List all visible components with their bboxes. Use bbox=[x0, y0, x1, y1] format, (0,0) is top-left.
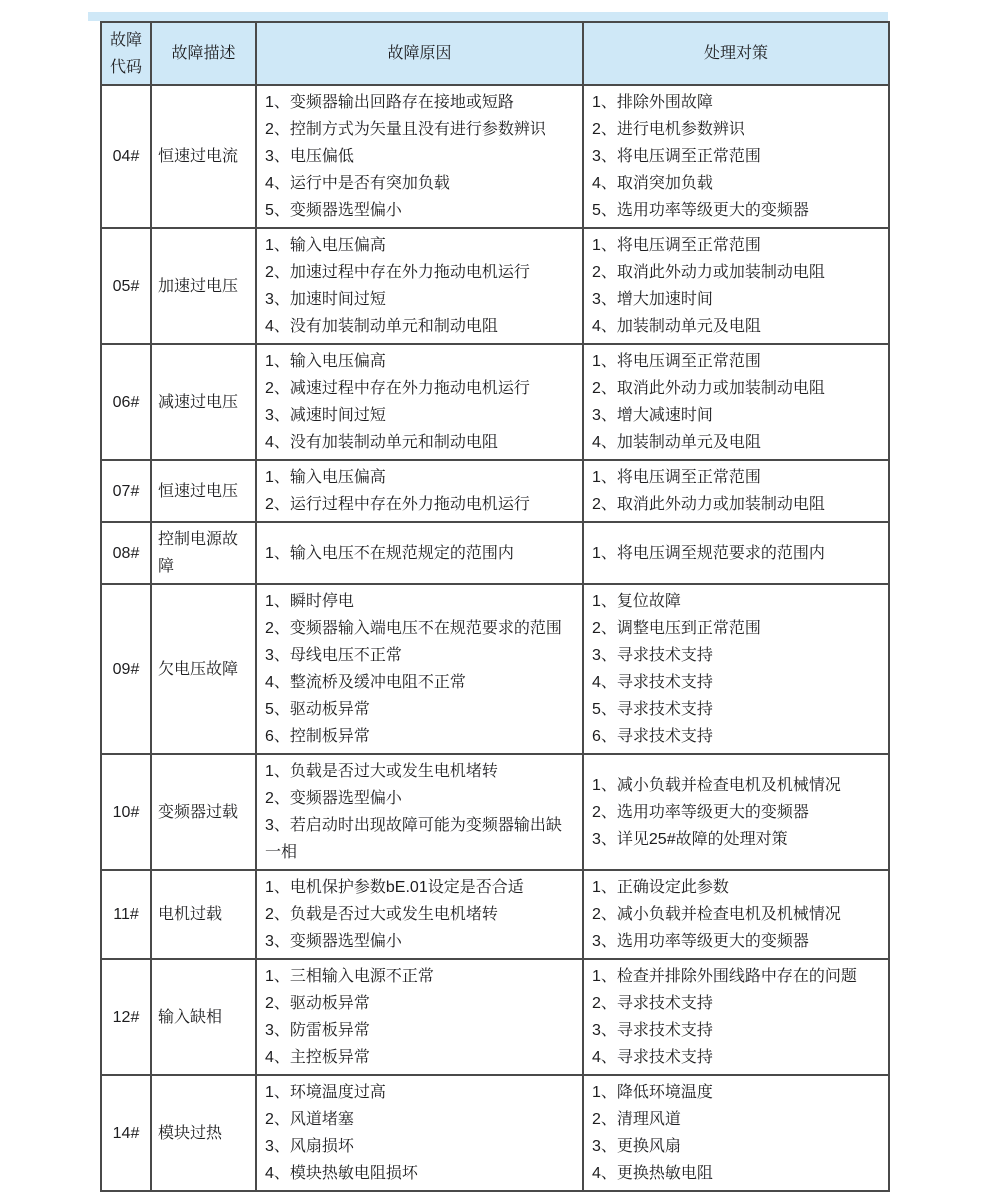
fault-cause-cell bbox=[256, 460, 583, 522]
cause-item: 5、驱动板异常 bbox=[265, 701, 370, 718]
fault-description-cell: 变频器过载 bbox=[151, 754, 256, 870]
cause-item: 6、控制板异常 bbox=[265, 728, 370, 745]
fault-row-10 bbox=[101, 754, 889, 870]
action-item: 3、寻求技术支持 bbox=[592, 1022, 713, 1039]
action-item: 4、寻求技术支持 bbox=[592, 674, 713, 691]
countermeasure-cell bbox=[583, 584, 889, 754]
action-item: 4、寻求技术支持 bbox=[592, 1049, 713, 1066]
cause-item: 1、变频器输出回路存在接地或短路 bbox=[265, 94, 514, 111]
fault-cause-cell bbox=[256, 344, 583, 460]
countermeasure-cell bbox=[583, 1075, 889, 1191]
action-item: 3、增大加速时间 bbox=[592, 291, 713, 308]
column-header-fault-code: 故障代码 bbox=[101, 22, 151, 85]
action-item: 1、检查并排除外围线路中存在的问题 bbox=[592, 968, 857, 985]
cause-item: 2、负载是否过大或发生电机堵转 bbox=[265, 906, 498, 923]
fault-code-cell: 11# bbox=[101, 870, 151, 959]
cause-item: 2、风道堵塞 bbox=[265, 1111, 354, 1128]
cause-item: 3、防雷板异常 bbox=[265, 1022, 370, 1039]
fault-code-cell: 08# bbox=[101, 522, 151, 584]
table-body bbox=[101, 85, 889, 1191]
countermeasure-cell bbox=[583, 344, 889, 460]
cause-item: 2、变频器选型偏小 bbox=[265, 790, 402, 807]
cause-item: 4、没有加装制动单元和制动电阻 bbox=[265, 318, 498, 335]
fault-row-04 bbox=[101, 85, 889, 228]
action-item: 1、降低环境温度 bbox=[592, 1084, 713, 1101]
action-item: 3、选用功率等级更大的变频器 bbox=[592, 933, 809, 950]
fault-code-cell: 14# bbox=[101, 1075, 151, 1191]
action-item: 1、将电压调至正常范围 bbox=[592, 237, 761, 254]
action-item: 5、寻求技术支持 bbox=[592, 701, 713, 718]
fault-cause-cell bbox=[256, 754, 583, 870]
fault-row-06 bbox=[101, 344, 889, 460]
column-header-fault-description: 故障描述 bbox=[151, 22, 256, 85]
cause-item: 3、减速时间过短 bbox=[265, 407, 386, 424]
cause-item: 3、加速时间过短 bbox=[265, 291, 386, 308]
fault-code-cell: 09# bbox=[101, 584, 151, 754]
action-item: 2、取消此外动力或加装制动电阻 bbox=[592, 496, 825, 513]
action-item: 1、将电压调至正常范围 bbox=[592, 469, 761, 486]
fault-description-cell: 减速过电压 bbox=[151, 344, 256, 460]
fault-description-cell: 控制电源故障 bbox=[151, 522, 256, 584]
cause-item: 4、运行中是否有突加负载 bbox=[265, 175, 450, 192]
fault-description-cell: 加速过电压 bbox=[151, 228, 256, 344]
cause-item: 3、若启动时出现故障可能为变频器输出缺一相 bbox=[265, 817, 562, 861]
action-item: 3、增大减速时间 bbox=[592, 407, 713, 424]
countermeasure-cell bbox=[583, 460, 889, 522]
cause-item: 1、输入电压偏高 bbox=[265, 353, 386, 370]
countermeasure-cell bbox=[583, 959, 889, 1075]
action-item: 2、取消此外动力或加装制动电阻 bbox=[592, 380, 825, 397]
cause-item: 4、模块热敏电阻损坏 bbox=[265, 1165, 418, 1182]
action-item: 1、排除外围故障 bbox=[592, 94, 713, 111]
cause-item: 4、整流桥及缓冲电阻不正常 bbox=[265, 674, 466, 691]
fault-cause-cell bbox=[256, 85, 583, 228]
cause-item: 1、输入电压偏高 bbox=[265, 469, 386, 486]
countermeasure-cell bbox=[583, 228, 889, 344]
table-header bbox=[101, 22, 889, 85]
action-item: 2、选用功率等级更大的变频器 bbox=[592, 803, 809, 821]
fault-row-11 bbox=[101, 870, 889, 959]
action-item: 1、将电压调至规范要求的范围内 bbox=[592, 544, 825, 562]
action-item: 4、取消突加负载 bbox=[592, 175, 713, 192]
cause-item: 3、风扇损坏 bbox=[265, 1138, 354, 1155]
cause-item: 1、电机保护参数bE.01设定是否合适 bbox=[265, 879, 524, 896]
countermeasure-cell bbox=[583, 870, 889, 959]
fault-row-14 bbox=[101, 1075, 889, 1191]
header-row bbox=[101, 22, 889, 85]
cause-item: 2、变频器输入端电压不在规范要求的范围 bbox=[265, 620, 562, 637]
fault-description-cell: 模块过热 bbox=[151, 1075, 256, 1191]
cause-item: 2、运行过程中存在外力拖动电机运行 bbox=[265, 496, 530, 513]
column-header-fault-cause: 故障原因 bbox=[256, 22, 583, 85]
cause-item: 1、负载是否过大或发生电机堵转 bbox=[265, 763, 498, 780]
fault-code-cell: 04# bbox=[101, 85, 151, 228]
cause-item: 3、电压偏低 bbox=[265, 148, 354, 165]
action-item: 2、调整电压到正常范围 bbox=[592, 620, 761, 637]
action-item: 3、寻求技术支持 bbox=[592, 647, 713, 664]
cause-item: 3、母线电压不正常 bbox=[265, 647, 402, 664]
countermeasure-cell bbox=[583, 754, 889, 870]
cause-item: 4、没有加装制动单元和制动电阻 bbox=[265, 434, 498, 451]
cause-item: 2、控制方式为矢量且没有进行参数辨识 bbox=[265, 121, 546, 138]
cause-item: 2、驱动板异常 bbox=[265, 995, 370, 1012]
action-item: 2、取消此外动力或加装制动电阻 bbox=[592, 264, 825, 281]
fault-cause-cell bbox=[256, 1075, 583, 1191]
action-item: 3、更换风扇 bbox=[592, 1138, 681, 1155]
countermeasure-cell bbox=[583, 85, 889, 228]
cause-item: 1、三相输入电源不正常 bbox=[265, 968, 434, 985]
fault-row-07 bbox=[101, 460, 889, 522]
fault-description-cell: 恒速过电流 bbox=[151, 85, 256, 228]
fault-description-cell: 欠电压故障 bbox=[151, 584, 256, 754]
action-item: 1、正确设定此参数 bbox=[592, 879, 729, 896]
cause-item: 1、输入电压偏高 bbox=[265, 237, 386, 254]
fault-code-cell: 10# bbox=[101, 754, 151, 870]
action-item: 2、清理风道 bbox=[592, 1111, 681, 1128]
action-item: 6、寻求技术支持 bbox=[592, 728, 713, 745]
action-item: 1、将电压调至正常范围 bbox=[592, 353, 761, 370]
action-item: 4、加装制动单元及电阻 bbox=[592, 318, 761, 335]
fault-description-cell: 电机过载 bbox=[151, 870, 256, 959]
fault-cause-cell bbox=[256, 228, 583, 344]
action-item: 2、寻求技术支持 bbox=[592, 995, 713, 1012]
action-item: 2、减小负载并检查电机及机械情况 bbox=[592, 906, 841, 923]
action-item: 3、将电压调至正常范围 bbox=[592, 148, 761, 165]
fault-code-cell: 12# bbox=[101, 959, 151, 1075]
cause-item: 1、输入电压不在规范规定的范围内 bbox=[265, 544, 514, 562]
fault-cause-cell bbox=[256, 959, 583, 1075]
column-header-countermeasure: 处理对策 bbox=[583, 22, 889, 85]
fault-cause-cell bbox=[256, 522, 583, 584]
cause-item: 1、瞬时停电 bbox=[265, 593, 354, 610]
action-item: 2、进行电机参数辨识 bbox=[592, 121, 745, 138]
fault-row-05 bbox=[101, 228, 889, 344]
fault-code-cell: 06# bbox=[101, 344, 151, 460]
previous-table-remnant-strip bbox=[88, 12, 888, 21]
action-item: 5、选用功率等级更大的变频器 bbox=[592, 202, 809, 219]
cause-item: 2、加速过程中存在外力拖动电机运行 bbox=[265, 264, 530, 281]
fault-code-cell: 05# bbox=[101, 228, 151, 344]
cause-item: 1、环境温度过高 bbox=[265, 1084, 386, 1101]
fault-row-09 bbox=[101, 584, 889, 754]
action-item: 4、加装制动单元及电阻 bbox=[592, 434, 761, 451]
cause-item: 5、变频器选型偏小 bbox=[265, 202, 402, 219]
countermeasure-cell bbox=[583, 522, 889, 584]
fault-description-cell: 输入缺相 bbox=[151, 959, 256, 1075]
cause-item: 2、减速过程中存在外力拖动电机运行 bbox=[265, 380, 530, 397]
fault-row-08 bbox=[101, 522, 889, 584]
action-item: 1、复位故障 bbox=[592, 593, 681, 610]
fault-row-12 bbox=[101, 959, 889, 1075]
cause-item: 3、变频器选型偏小 bbox=[265, 933, 402, 950]
cause-item: 4、主控板异常 bbox=[265, 1049, 370, 1066]
fault-code-cell: 07# bbox=[101, 460, 151, 522]
fault-description-cell: 恒速过电压 bbox=[151, 460, 256, 522]
action-item: 4、更换热敏电阻 bbox=[592, 1165, 713, 1182]
fault-cause-cell bbox=[256, 870, 583, 959]
fault-code-table bbox=[100, 21, 890, 1192]
action-item: 1、减小负载并检查电机及机械情况 bbox=[592, 776, 841, 794]
action-item: 3、详见25#故障的处理对策 bbox=[592, 830, 788, 848]
fault-cause-cell bbox=[256, 584, 583, 754]
